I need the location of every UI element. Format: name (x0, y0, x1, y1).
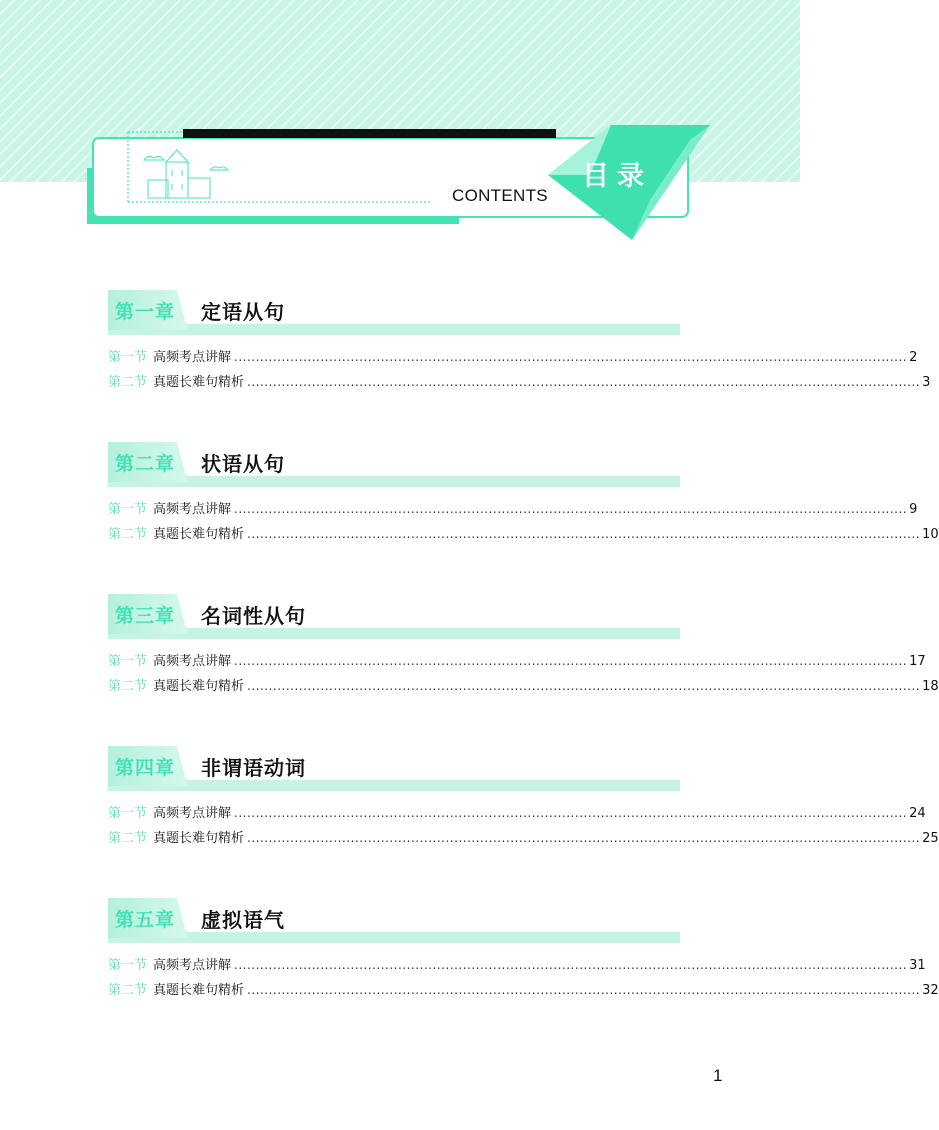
section-list (108, 649, 939, 699)
header-decoration (0, 0, 800, 260)
section-title: 高频考点讲解 (153, 502, 232, 517)
section-title: 真题长难句精析 (153, 831, 245, 846)
page-number: 18 (922, 679, 939, 694)
chapter-title[interactable]: 虚拟语气 (201, 908, 285, 932)
toc-entry[interactable] (108, 978, 939, 1003)
dot-leader: ............................................................................................................................................................ (234, 654, 908, 668)
chapter-heading (108, 898, 680, 942)
footer-page-number: 1 (713, 1066, 723, 1085)
chapter-underline-bar (108, 476, 680, 487)
section-number: 第一节 (108, 502, 148, 517)
dot-leader: ............................................................................................................................................................ (247, 983, 921, 997)
dot-leader: ............................................................................................................................................................ (234, 958, 908, 972)
section-number: 第二节 (108, 527, 148, 542)
chapter-block (108, 898, 939, 1003)
section-number: 第二节 (108, 679, 148, 694)
chapter-number: 第一章 (115, 301, 176, 323)
toc-entry[interactable] (108, 497, 918, 522)
dot-leader: ............................................................................................................................................................ (234, 806, 908, 820)
section-number: 第一节 (108, 654, 148, 669)
page-number: 9 (909, 502, 918, 517)
chapter-number: 第四章 (115, 757, 176, 779)
chapter-title[interactable]: 非谓语动词 (201, 756, 306, 780)
toc-entry[interactable] (108, 674, 939, 699)
chapter-number: 第三章 (115, 605, 176, 627)
toc-entry[interactable] (108, 801, 926, 826)
chapter-number: 第二章 (115, 453, 176, 475)
page-number: 3 (922, 375, 931, 390)
dot-leader: ............................................................................................................................................................ (234, 502, 908, 516)
dot-leader: ............................................................................................................................................................ (247, 831, 921, 845)
dot-leader: ............................................................................................................................................................ (247, 679, 921, 693)
section-number: 第一节 (108, 806, 148, 821)
chapter-number: 第五章 (115, 909, 176, 931)
toc-title: 目录 (582, 161, 652, 192)
dot-leader: ............................................................................................................................................................ (234, 350, 908, 364)
section-number: 第一节 (108, 958, 148, 973)
section-title: 高频考点讲解 (153, 958, 232, 973)
section-number: 第二节 (108, 375, 148, 390)
page-number: 31 (909, 958, 926, 973)
section-title: 高频考点讲解 (153, 654, 232, 669)
section-number: 第二节 (108, 831, 148, 846)
contents-label: CONTENTS (452, 186, 548, 205)
toc-entry[interactable] (108, 522, 939, 547)
contents-header (0, 0, 800, 260)
section-number: 第一节 (108, 350, 148, 365)
toc-entry[interactable] (108, 826, 939, 851)
section-title: 真题长难句精析 (153, 983, 245, 998)
chapter-heading (108, 442, 680, 486)
toc-entry[interactable] (108, 370, 931, 395)
section-title: 高频考点讲解 (153, 350, 232, 365)
chapter-heading (108, 746, 680, 790)
toc-entry[interactable] (108, 649, 926, 674)
chapter-underline-bar (108, 932, 680, 943)
chapter-heading (108, 290, 680, 334)
section-number: 第二节 (108, 983, 148, 998)
chapter-block (108, 746, 939, 851)
section-title: 真题长难句精析 (153, 375, 245, 390)
chapter-title[interactable]: 名词性从句 (201, 604, 306, 628)
page-number: 2 (909, 350, 918, 365)
chapter-heading (108, 594, 680, 638)
page-number: 25 (922, 831, 939, 846)
page-number: 24 (909, 806, 926, 821)
chapter-title[interactable]: 定语从句 (201, 300, 285, 324)
dot-leader: ............................................................................................................................................................ (247, 375, 921, 389)
page-number: 32 (922, 983, 939, 998)
dot-leader: ............................................................................................................................................................ (247, 527, 921, 541)
section-title: 真题长难句精析 (153, 679, 245, 694)
chapter-underline-bar (108, 324, 680, 335)
chapter-block (108, 290, 931, 395)
section-title: 高频考点讲解 (153, 806, 232, 821)
section-title: 真题长难句精析 (153, 527, 245, 542)
chapter-underline-bar (108, 628, 680, 639)
page-number: 10 (922, 527, 939, 542)
toc-entry[interactable] (108, 345, 918, 370)
section-list (108, 953, 939, 1003)
chapter-underline-bar (108, 780, 680, 791)
section-list (108, 497, 939, 547)
page-number: 17 (909, 654, 926, 669)
chapter-block (108, 594, 939, 699)
toc-entry[interactable] (108, 953, 926, 978)
chapter-title[interactable]: 状语从句 (201, 452, 285, 476)
section-list (108, 801, 939, 851)
section-list (108, 345, 931, 395)
chapter-block (108, 442, 939, 547)
